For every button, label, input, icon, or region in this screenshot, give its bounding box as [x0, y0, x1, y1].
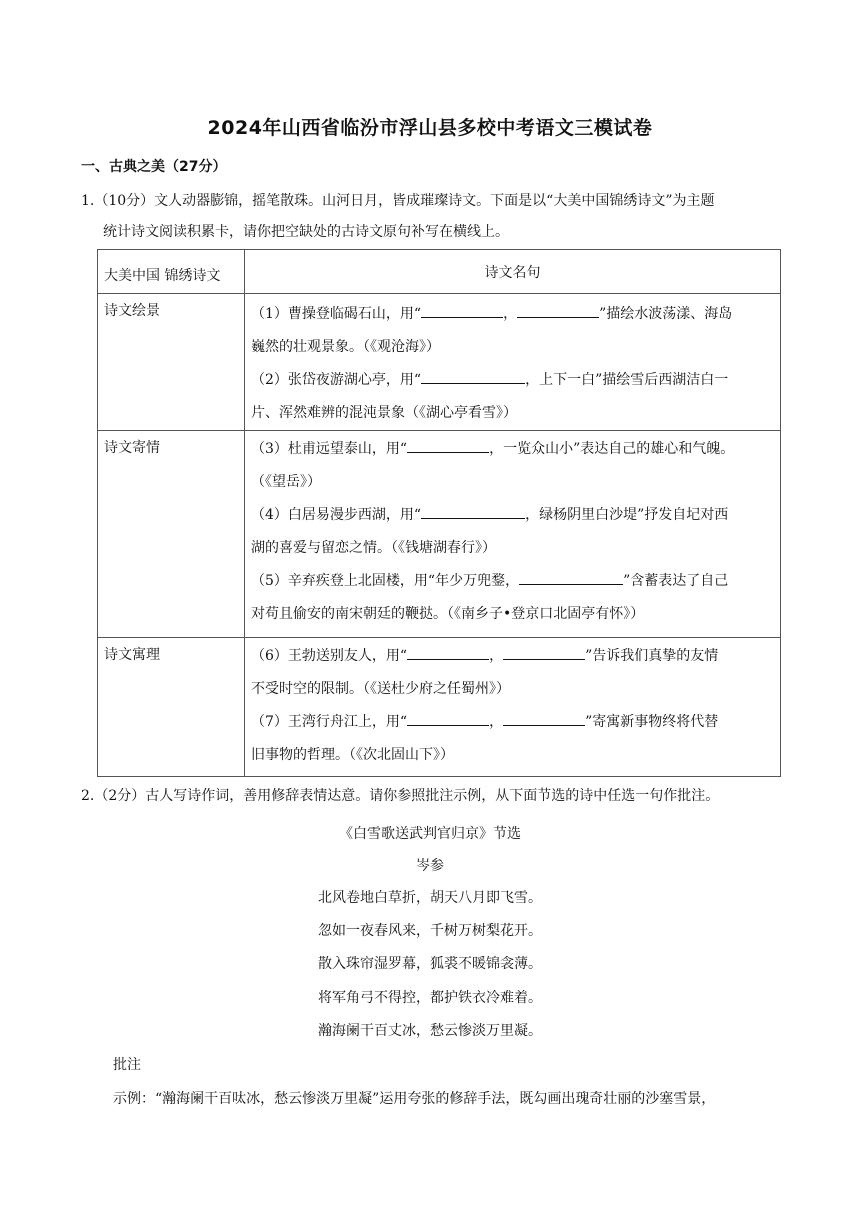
answer-blank[interactable] [407, 643, 489, 660]
question-1-line-1: 1.（10分）文人动器膨锦，摇笔散珠。山河日月，皆成璀璨诗文。下面是以“大美中国锦绣诗文”为主题 [81, 193, 715, 209]
row-items [245, 638, 781, 777]
poetry-table [97, 249, 781, 777]
table-row [98, 431, 781, 638]
table-row [98, 638, 781, 777]
document-title: 2024年山西省临汾市浮山县多校中考语文三模试卷 [207, 117, 653, 139]
row-items [245, 431, 781, 638]
answer-blank[interactable] [421, 301, 503, 318]
poem-line: 瀚海阑干百丈冰，愁云惨淡万里凝。 [318, 1023, 542, 1039]
poem-title: 《白雪歌送武判官归京》节选 [339, 826, 521, 842]
poem-item: （2）张岱夜游湖心亭，用“ ，上下一白”描绘雪后西湖洁白一 片、浑然难辨的混沌景象（《湖心亭看雪》） [251, 364, 774, 430]
row-category: 诗文寓理 [98, 638, 245, 777]
poem-item: （1）曹操登临碣石山，用“ ， ”描绘水波荡漾、海岛 巍然的壮观景象。（《观沧海》） [251, 298, 774, 364]
poem-item: （6）王勃送别友人，用“ ， ”告诉我们真挚的友情 不受时空的限制。（《送杜少府之任蜀州》） [251, 640, 774, 706]
answer-blank[interactable] [421, 367, 525, 384]
poem-line: 忽如一夜春风来，千树万树梨花开。 [318, 923, 542, 939]
answer-blank[interactable] [407, 709, 489, 726]
question-2-prompt: 2.（2分）古人写诗作词，善用修辞表情达意。请你参照批注示例，从下面节选的诗中任选一句作批注。 [81, 788, 720, 804]
poem-line: 将军角弓不得控，都护铁衣冷难着。 [318, 990, 542, 1006]
poem-item: （5）辛弃疾登上北固楼，用“年少万兜鍪， ”含蓄表达了自己 对苟且偷安的南宋朝廷的鞭挞。（《南乡子•登京口北固亭有怀》） [251, 565, 774, 631]
table-header-lines: 诗文名句 [245, 250, 781, 294]
row-category: 诗文寄情 [98, 431, 245, 638]
poem-author: 岑参 [416, 858, 444, 874]
answer-blank[interactable] [503, 643, 585, 660]
poem-item: （4）白居易漫步西湖，用“ ，绿杨阴里白沙堤”抒发自圮对西 湖的喜爱与留恋之情。（《钱塘湖春行》） [251, 499, 774, 565]
poem-line: 北风卷地白草折，胡天八月即飞雪。 [318, 890, 542, 906]
question-1-line-2: 统计诗文阅读积累卡，请你把空缺处的古诗文原句补写在横线上。 [103, 224, 509, 240]
answer-blank[interactable] [421, 502, 525, 519]
answer-blank[interactable] [407, 436, 489, 453]
section-heading: 一、古典之美（27分） [81, 159, 227, 175]
poem-item: （3）杜甫远望泰山，用“ ，一览众山小”表达自己的雄心和气魄。 （《望岳》） [251, 433, 774, 499]
table-header-category: 大美中国 锦绣诗文 [98, 250, 245, 294]
row-items [245, 294, 781, 431]
question-1 [81, 186, 781, 248]
annotation-label: 批注 [113, 1057, 141, 1073]
annotation-example: 示例：“瀚海阑干百呔冰，愁云惨淡万里凝”运用夸张的修辞手法，既勾画出瑰奇壮丽的沙塞雪景， [113, 1091, 716, 1107]
answer-blank[interactable] [503, 709, 585, 726]
table-row [98, 294, 781, 431]
answer-blank[interactable] [519, 568, 623, 585]
answer-blank[interactable] [517, 301, 599, 318]
table-header-row [98, 250, 781, 294]
row-category: 诗文绘景 [98, 294, 245, 431]
poem-line: 散入珠帘湿罗幕，狐裘不暖锦衾薄。 [318, 956, 542, 972]
poem-item: （7）王湾行舟江上，用“ ， ”寄寓新事物终将代替 旧事物的哲理。（《次北固山下》） [251, 706, 774, 772]
